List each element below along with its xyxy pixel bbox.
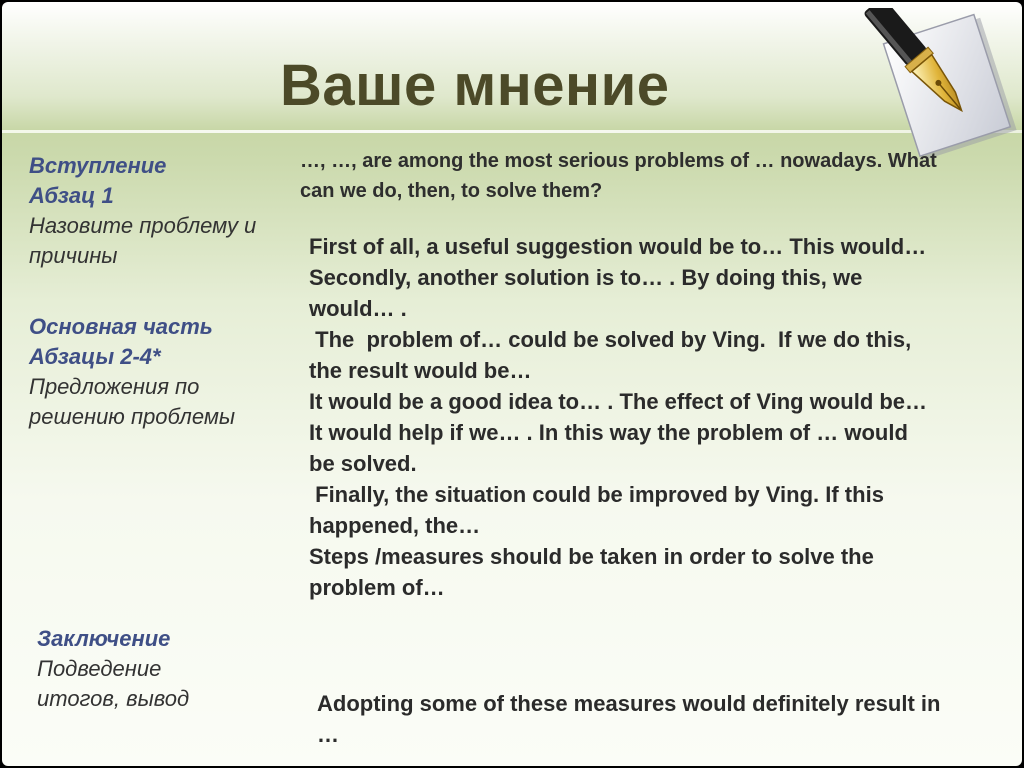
- phrase-item: Finally, the situation could be improved by Ving. If this happened, the…: [309, 482, 891, 538]
- conclusion-phrase: Adopting some of these measures would definitely result in …: [317, 691, 941, 747]
- phrase-item: The problem of… could be solved by Ving. If we do this, the result would be…: [309, 327, 918, 383]
- sidebar-intro-paragraph: Абзац 1: [29, 183, 114, 208]
- phrase-item: It would be a good idea to… . The effect of Ving would be…: [309, 389, 928, 414]
- sidebar-intro-note: Назовите проблему и причины: [29, 213, 257, 268]
- sidebar-conclusion-note: Подведение итогов, вывод: [37, 656, 190, 711]
- sidebar-intro-heading: Вступление: [29, 153, 167, 178]
- sidebar-conclusion-heading: Заключение: [37, 626, 171, 651]
- phrase-item: Secondly, another solution is to… . By doing this, we would… .: [309, 265, 863, 321]
- intro-phrase: …, …, are among the most serious problems of … nowadays. What can we do, then, to solve them?: [300, 150, 937, 202]
- phrase-item: Steps /measures should be taken in order to solve the problem of…: [309, 544, 874, 600]
- sidebar-body-heading: Основная часть: [29, 314, 213, 339]
- body-phrases: [309, 231, 939, 603]
- phrase-item: It would help if we… . In this way the problem of … would be solved.: [309, 420, 908, 476]
- sidebar-body-paragraph: Абзацы 2-4*: [29, 344, 161, 369]
- sidebar-body: [29, 312, 279, 432]
- phrase-item: First of all, a useful suggestion would be to… This would…: [309, 234, 927, 259]
- page-title: Ваше мнение: [280, 53, 670, 118]
- fountain-pen-icon: [862, 8, 1017, 163]
- sidebar-body-note: Предложения по решению проблемы: [29, 374, 236, 429]
- sidebar-intro: [29, 151, 279, 271]
- slide: [2, 2, 1022, 766]
- sidebar-conclusion: [37, 624, 237, 714]
